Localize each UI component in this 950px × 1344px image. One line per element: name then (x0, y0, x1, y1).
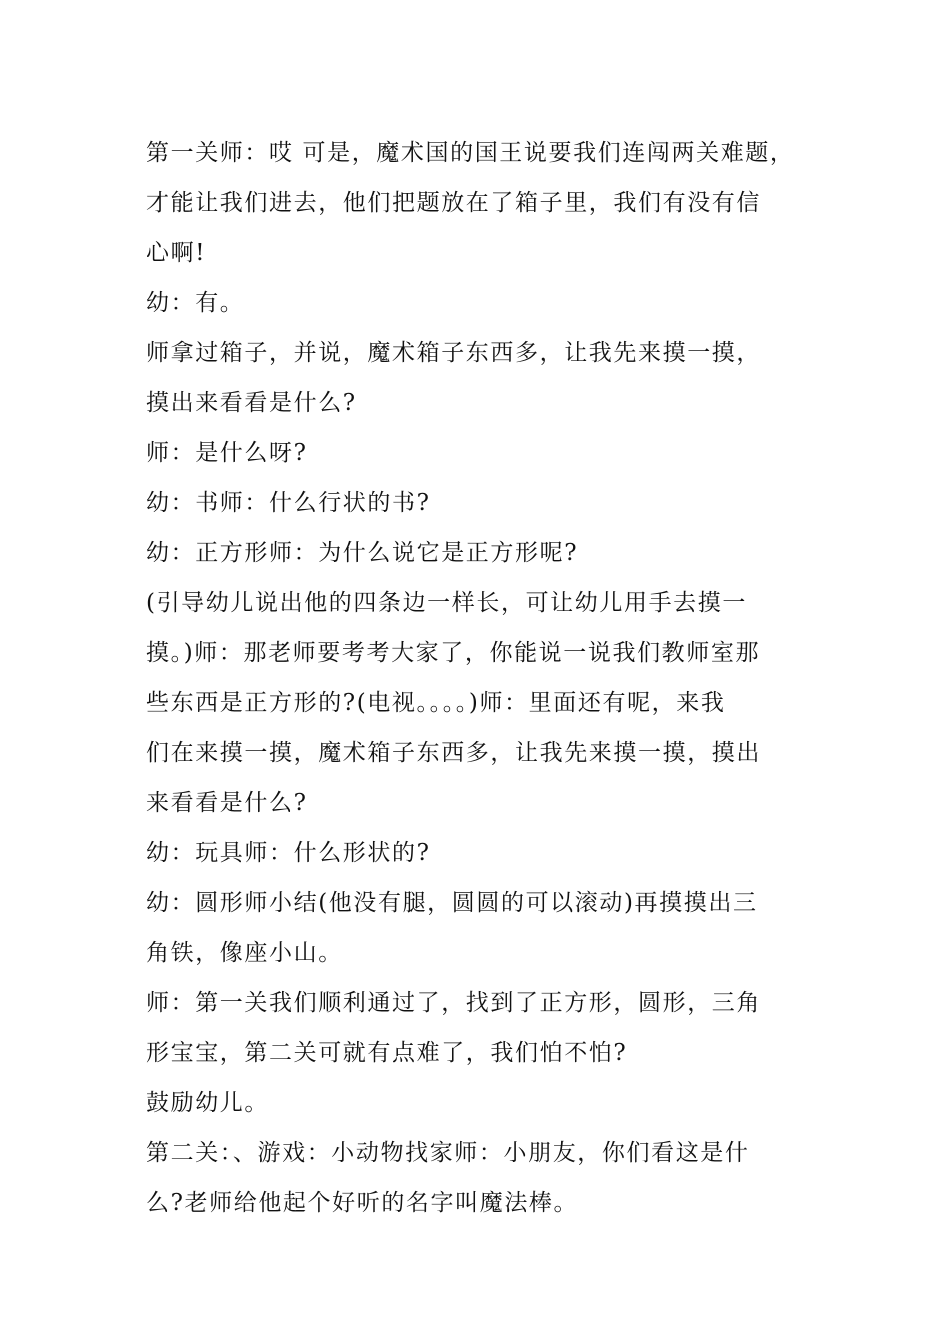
text-line: 师：是什么呀? (146, 440, 308, 466)
text-line: 形宝宝，第二关可就有点难了，我们怕不怕? (146, 1040, 628, 1066)
text-line: 摸。)师：那老师要考考大家了，你能说一说我们教师室那 (146, 640, 761, 666)
text-line: 心啊! (146, 240, 207, 266)
text-line: 才能让我们进去，他们把题放在了箱子里，我们有没有信 (146, 190, 761, 216)
text-line: 幼：圆形师小结(他没有腿，圆圆的可以滚动)再摸摸出三 (146, 890, 758, 916)
text-line: 们在来摸一摸，魔术箱子东西多，让我先来摸一摸，摸出 (146, 740, 761, 766)
text-line: 来看看是什么? (146, 790, 308, 816)
text-line: 幼：书师：什么行状的书? (146, 490, 431, 516)
text-line: (引导幼儿说出他的四条边一样长，可让幼儿用手去摸一 (146, 590, 747, 616)
text-line: 师拿过箱子，并说，魔术箱子东西多，让我先来摸一摸， (146, 340, 761, 366)
text-line: 第一关师：哎 可是，魔术国的国王说要我们连闯两关难题， (146, 140, 795, 166)
text-line: 角铁，像座小山。 (146, 940, 343, 966)
text-line: 些东西是正方形的?(电视。。。。)师：里面还有呢，来我 (146, 690, 726, 716)
text-line: 么?老师给他起个好听的名字叫魔法棒。 (146, 1190, 579, 1216)
text-line: 幼：有。 (146, 290, 245, 316)
text-line: 鼓励幼儿。 (146, 1090, 269, 1116)
text-line: 摸出来看看是什么? (146, 390, 357, 416)
text-line: 师：第一关我们顺利通过了，找到了正方形，圆形，三角 (146, 990, 761, 1016)
document-body (146, 128, 826, 1228)
text-line: 第二关：、游戏：小动物找家师：小朋友，你们看这是什 (146, 1140, 750, 1166)
text-line: 幼：玩具师：什么形状的? (146, 840, 431, 866)
text-line: 幼：正方形师：为什么说它是正方形呢? (146, 540, 579, 566)
